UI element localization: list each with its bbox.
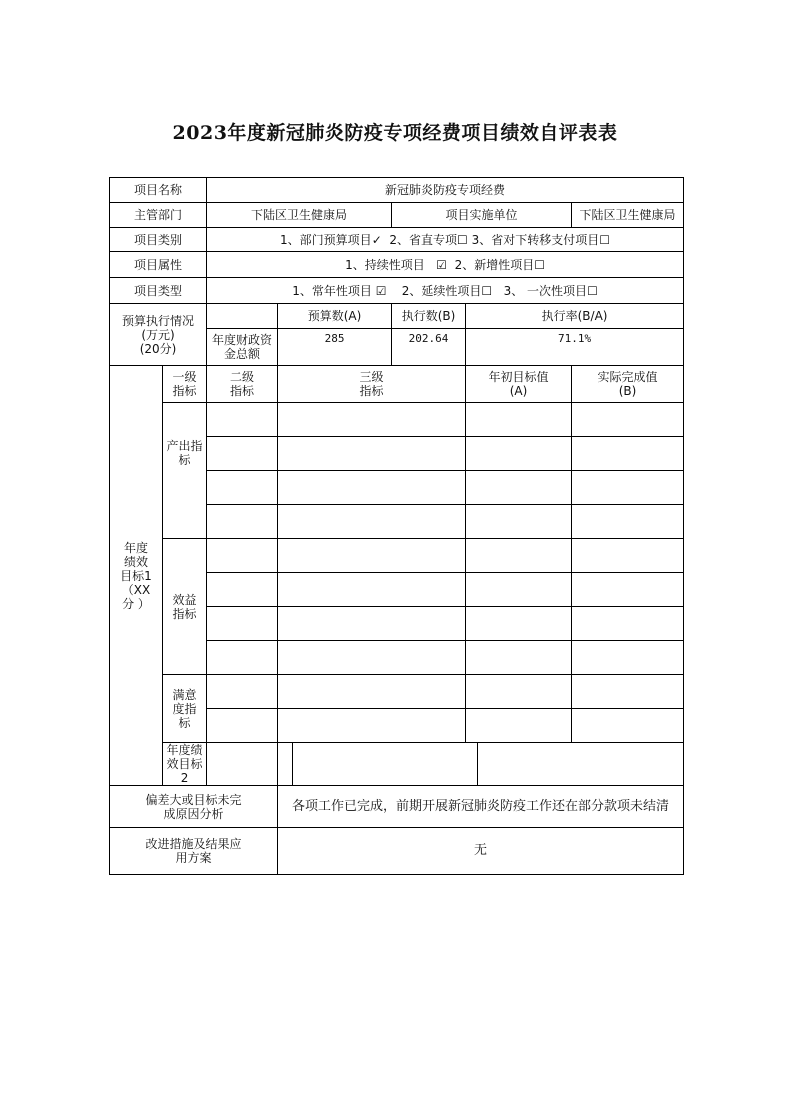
deviation-analysis-label: 偏差大或目标未完 成原因分析 [110,786,278,828]
category-option-3: 3、省对下转移支付项目 [471,232,600,247]
row-attribute [110,252,684,278]
budget-label: 预算执行情况 (万元) (20分) [110,304,207,366]
blank-cell [572,675,684,709]
attribute-label: 项目属性 [110,252,207,278]
annual-goal-2-label: 年度绩 效目标2 [163,743,207,786]
target-value-header: 年初目标值 (A) [466,366,572,403]
category-options [207,228,684,252]
blank-cell [207,675,278,709]
row-annual-goal-2 [110,743,684,786]
blank-cell [572,709,684,743]
improvement-plan-label: 改进措施及结果应 用方案 [110,828,278,875]
type-option-3: 3、 一次性项目 [503,283,588,298]
type-option-2: 2、延续性项目 [401,283,482,298]
execution-rate-value: 71.1% [466,329,684,366]
row-indicator-header [110,366,684,403]
blank-cell [572,437,684,471]
blank-cell [278,471,466,505]
blank-cell [207,471,278,505]
blank-cell [278,743,293,786]
category-check-icon: ✓ [371,232,382,247]
attribute-options [207,252,684,278]
blank-cell [466,675,572,709]
blank-cell [572,573,684,607]
type-checkbox-icon: ☐ [587,283,598,298]
blank-cell [278,675,466,709]
blank-cell [572,641,684,675]
blank-cell [207,403,278,437]
blank-cell [278,403,466,437]
satisfaction-indicator-label: 满意 度指 标 [163,675,207,743]
type-option-1: 1、常年性项目 [292,283,372,298]
annual-goal-1-label: 年度 绩效 目标1 （XX 分 ） [110,366,163,786]
blank-cell [278,641,466,675]
blank-cell [466,437,572,471]
blank-cell [207,743,278,786]
attribute-option-1: 1、持续性项目 [345,257,425,272]
benefit-indicator-label: 效益 指标 [163,539,207,675]
self-evaluation-table [109,177,684,875]
blank-cell [478,743,684,786]
blank-cell [572,505,684,539]
category-option-2: 2、省直专项 [389,232,458,247]
implementing-unit-label: 项目实施单位 [392,203,572,228]
department-value: 下陆区卫生健康局 [207,203,392,228]
blank-cell [278,505,466,539]
executed-amount-value: 202.64 [392,329,466,366]
blank-cell [278,539,466,573]
deviation-analysis-value: 各项工作已完成，前期开展新冠肺炎防疫工作还在部分款项未结清 [278,786,684,828]
blank-cell [466,607,572,641]
blank-cell [466,471,572,505]
row-department [110,203,684,228]
blank-cell [207,539,278,573]
department-label: 主管部门 [110,203,207,228]
row-deviation-analysis [110,786,684,828]
actual-value-header: 实际完成值 (B) [572,366,684,403]
blank-cell [207,573,278,607]
blank-cell [278,607,466,641]
level-1-indicator-header: 一级 指标 [163,366,207,403]
type-label: 项目类型 [110,278,207,304]
execution-rate-header: 执行率(B/A) [466,304,684,329]
row-category [110,228,684,252]
blank-cell [466,505,572,539]
budget-amount-header: 预算数(A) [278,304,392,329]
category-option-1: 1、部门预算项目 [280,232,372,247]
type-checkbox-icon: ☐ [481,283,493,298]
table-row [110,539,684,573]
category-checkbox-icon: ☐ [599,232,611,247]
blank-cell [466,709,572,743]
blank-cell [466,403,572,437]
level-2-indicator-header: 二级 指标 [207,366,278,403]
blank-cell [466,539,572,573]
attribute-checkbox-icon: ☐ [534,257,545,272]
blank-cell [207,437,278,471]
blank-cell [572,539,684,573]
blank-cell [278,437,466,471]
blank-cell [207,641,278,675]
type-options [207,278,684,304]
output-indicator-label: 产出指 标 [163,403,207,539]
budget-header-blank [207,304,278,329]
blank-cell [278,709,466,743]
type-checked-icon: ☑ [375,283,387,298]
budget-amount-value: 285 [278,329,392,366]
table-row [110,675,684,709]
category-label: 项目类别 [110,228,207,252]
blank-cell [466,573,572,607]
attribute-checked-icon: ☑ [436,257,447,272]
blank-cell [207,709,278,743]
improvement-plan-value: 无 [278,828,684,875]
blank-cell [572,471,684,505]
project-name-value: 新冠肺炎防疫专项经费 [207,178,684,203]
blank-cell [207,505,278,539]
annual-fund-total-label: 年度财政资 金总额 [207,329,278,366]
blank-cell [207,607,278,641]
row-type [110,278,684,304]
implementing-unit-value: 下陆区卫生健康局 [572,203,684,228]
category-checkbox-icon: ☐ [457,232,468,247]
blank-cell [572,607,684,641]
level-3-indicator-header: 三级 指标 [278,366,466,403]
table-row [110,403,684,437]
blank-cell [278,573,466,607]
attribute-option-2: 2、新增性项目 [454,257,535,272]
blank-cell [572,403,684,437]
page-title: 2023年度新冠肺炎防疫专项经费项目绩效自评表表 [172,122,618,144]
blank-cell [293,743,478,786]
project-name-label: 项目名称 [110,178,207,203]
row-budget-header [110,304,684,329]
blank-cell [466,641,572,675]
executed-amount-header: 执行数(B) [392,304,466,329]
row-project-name [110,178,684,203]
row-improvement-plan [110,828,684,875]
